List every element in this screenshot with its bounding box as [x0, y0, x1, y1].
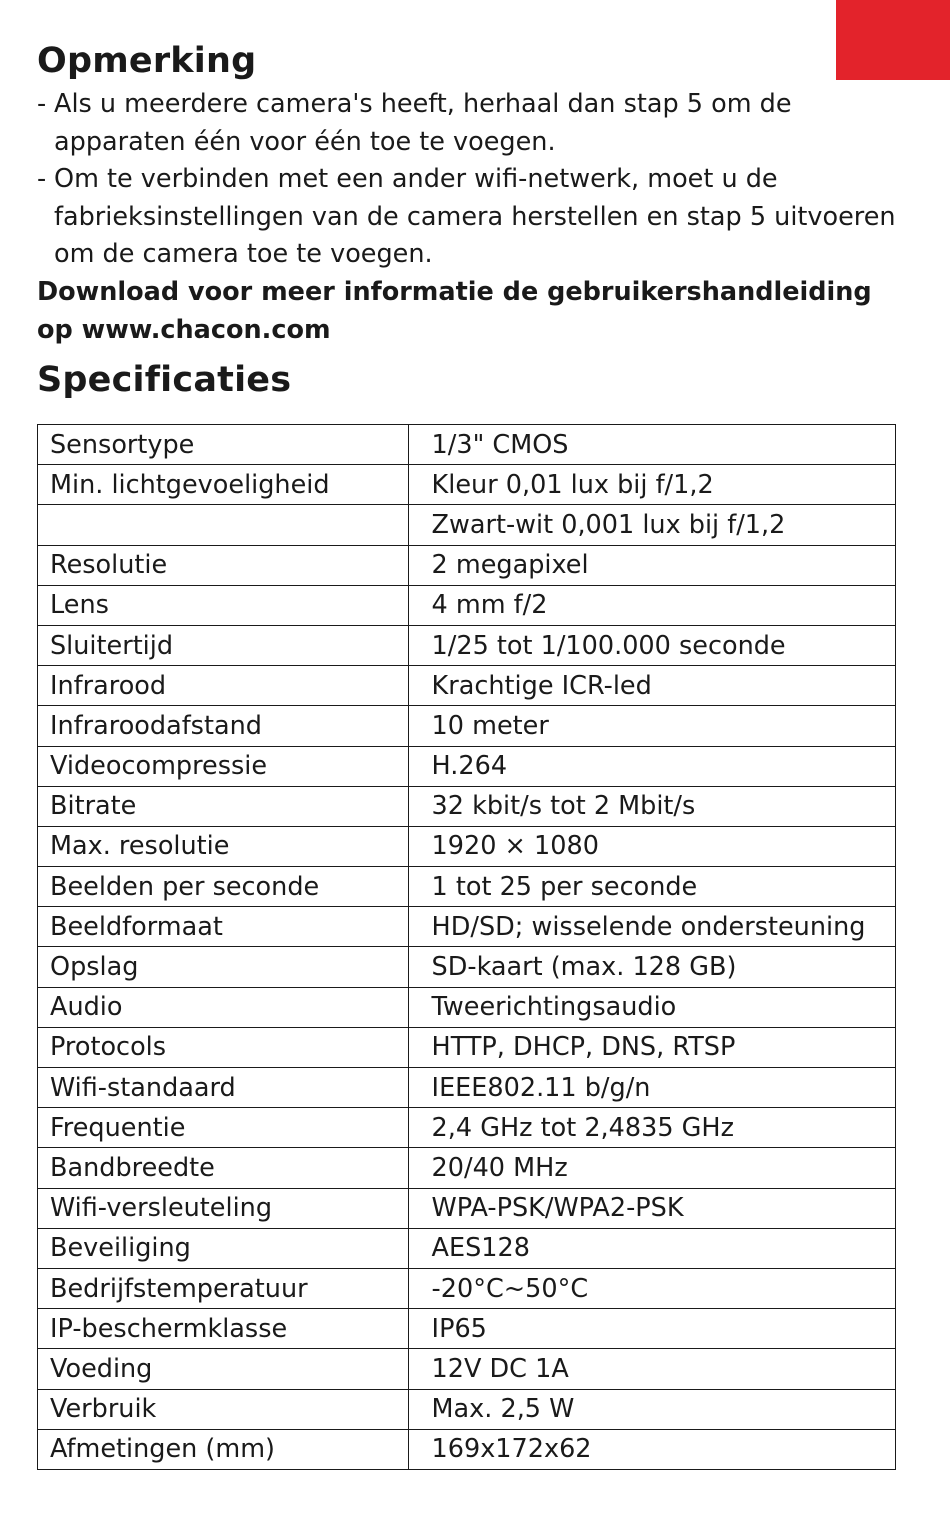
spec-value-cell: -20°C~50°C — [408, 1268, 895, 1308]
spec-row — [38, 1027, 896, 1067]
spec-row — [38, 1309, 896, 1349]
spec-value-cell: Max. 2,5 W — [408, 1389, 895, 1429]
spec-name-cell: Bitrate — [38, 786, 409, 826]
spec-row — [38, 1068, 896, 1108]
spec-row — [38, 987, 896, 1027]
spec-row — [38, 947, 896, 987]
spec-name-cell: Beelden per seconde — [38, 867, 409, 907]
spec-row — [38, 1429, 896, 1469]
spec-row — [38, 585, 896, 625]
page-content — [37, 36, 907, 405]
note-text: Om te verbinden met een ander wifi-netwerk, moet u de fabrieksinstellingen van de camera herstellen en stap 5 uitvoeren om de camera toe te voegen. — [54, 164, 896, 270]
spec-name-cell: Audio — [38, 987, 409, 1027]
spec-row — [38, 505, 896, 545]
specs-table — [37, 424, 896, 1470]
spec-value-cell: WPA-PSK/WPA2-PSK — [408, 1188, 895, 1228]
spec-row — [38, 1108, 896, 1148]
spec-value-cell: 4 mm f/2 — [408, 585, 895, 625]
spec-row — [38, 706, 896, 746]
spec-value-cell: IP65 — [408, 1309, 895, 1349]
spec-name-cell: Videocompressie — [38, 746, 409, 786]
spec-value-cell: Zwart-wit 0,001 lux bij f/1,2 — [408, 505, 895, 545]
spec-row — [38, 1228, 896, 1268]
note-text: Als u meerdere camera's heeft, herhaal dan stap 5 om de apparaten één voor één toe te voegen. — [54, 89, 792, 157]
spec-name-cell: Frequentie — [38, 1108, 409, 1148]
note-list — [37, 86, 907, 274]
spec-name-cell: Protocols — [38, 1027, 409, 1067]
spec-row — [38, 1148, 896, 1188]
spec-name-cell: Beeldformaat — [38, 907, 409, 947]
spec-name-cell: Bedrijfstemperatuur — [38, 1268, 409, 1308]
spec-value-cell: 10 meter — [408, 706, 895, 746]
spec-row — [38, 826, 896, 866]
spec-value-cell: 2,4 GHz tot 2,4835 GHz — [408, 1108, 895, 1148]
spec-value-cell: H.264 — [408, 746, 895, 786]
spec-value-cell: SD-kaart (max. 128 GB) — [408, 947, 895, 987]
spec-row — [38, 786, 896, 826]
spec-name-cell: Resolutie — [38, 545, 409, 585]
spec-name-cell: Opslag — [38, 947, 409, 987]
spec-value-cell: HD/SD; wisselende ondersteuning — [408, 907, 895, 947]
spec-value-cell: IEEE802.11 b/g/n — [408, 1068, 895, 1108]
spec-name-cell: Verbruik — [38, 1389, 409, 1429]
spec-value-cell: Tweerichtingsaudio — [408, 987, 895, 1027]
spec-value-cell: 1/3" CMOS — [408, 425, 895, 465]
spec-name-cell: Infraroodafstand — [38, 706, 409, 746]
spec-name-cell: Wifi-standaard — [38, 1068, 409, 1108]
spec-value-cell: Krachtige ICR-led — [408, 666, 895, 706]
spec-row — [38, 425, 896, 465]
spec-name-cell: Wifi-versleuteling — [38, 1188, 409, 1228]
spec-row — [38, 625, 896, 665]
spec-value-cell: 2 megapixel — [408, 545, 895, 585]
spec-row — [38, 1268, 896, 1308]
spec-value-cell: 32 kbit/s tot 2 Mbit/s — [408, 786, 895, 826]
spec-name-cell: Voeding — [38, 1349, 409, 1389]
spec-row — [38, 545, 896, 585]
spec-row — [38, 666, 896, 706]
specs-heading: Specificaties — [37, 360, 292, 401]
spec-row — [38, 465, 896, 505]
note-dash: - — [37, 164, 47, 195]
spec-name-cell: Infrarood — [38, 666, 409, 706]
spec-name-cell: Min. lichtgevoeligheid — [38, 465, 409, 505]
spec-row — [38, 1349, 896, 1389]
spec-value-cell: 1 tot 25 per seconde — [408, 867, 895, 907]
spec-value-cell: 169x172x62 — [408, 1429, 895, 1469]
spec-name-cell: Afmetingen (mm) — [38, 1429, 409, 1469]
spec-value-cell: AES128 — [408, 1228, 895, 1268]
spec-name-cell: IP-beschermklasse — [38, 1309, 409, 1349]
spec-row — [38, 1389, 896, 1429]
spec-name-cell: Beveiliging — [38, 1228, 409, 1268]
spec-row — [38, 867, 896, 907]
spec-row — [38, 907, 896, 947]
spec-value-cell: Kleur 0,01 lux bij f/1,2 — [408, 465, 895, 505]
spec-name-cell: Sluitertijd — [38, 625, 409, 665]
spec-value-cell: 1/25 tot 1/100.000 seconde — [408, 625, 895, 665]
spec-name-cell: Sensortype — [38, 425, 409, 465]
spec-value-cell: HTTP, DHCP, DNS, RTSP — [408, 1027, 895, 1067]
spec-name-cell: Bandbreedte — [38, 1148, 409, 1188]
spec-name-cell — [38, 505, 409, 545]
spec-row — [38, 1188, 896, 1228]
spec-name-cell: Lens — [38, 585, 409, 625]
note-item — [37, 86, 907, 161]
spec-value-cell: 12V DC 1A — [408, 1349, 895, 1389]
spec-value-cell: 1920 × 1080 — [408, 826, 895, 866]
download-info: Download voor meer informatie de gebruikershandleiding op www.chacon.com — [37, 276, 872, 345]
note-item — [37, 161, 907, 274]
spec-name-cell: Max. resolutie — [38, 826, 409, 866]
note-dash: - — [37, 89, 47, 119]
spec-value-cell: 20/40 MHz — [408, 1148, 895, 1188]
spec-row — [38, 746, 896, 786]
specs-table-body — [38, 425, 896, 1470]
note-heading: Opmerking — [37, 41, 257, 81]
